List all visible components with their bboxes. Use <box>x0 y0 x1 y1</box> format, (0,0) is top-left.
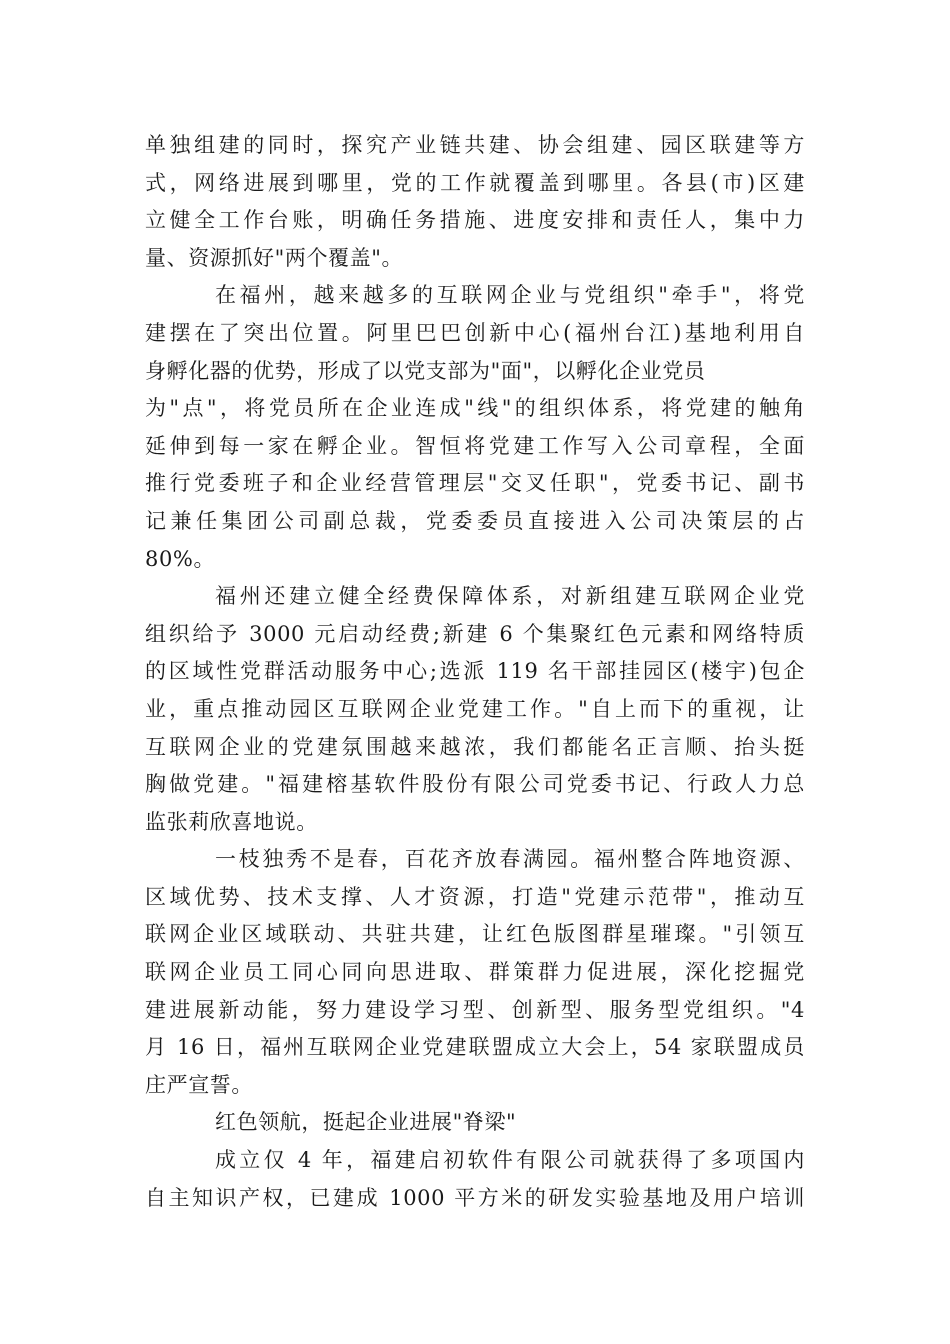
paragraph-4 <box>145 841 805 1104</box>
text-line: 式，网络进展到哪里，党的工作就覆盖到哪里。各县(市)区建 <box>145 170 805 195</box>
text-line: 成立仅 4 年，福建启初软件有限公司就获得了多项国内 <box>215 1148 805 1173</box>
text-line: 组织给予 3000 元启动经费;新建 6 个集聚红色元素和网络特质 <box>145 621 805 646</box>
text-line: 单独组建的同时，探究产业链共建、协会组建、园区联建等方 <box>145 133 805 157</box>
paragraph-1 <box>145 127 805 277</box>
text-line: 互联网企业的党建氛围越来越浓，我们都能名正言顺、抬头挺 <box>145 734 805 759</box>
paragraph-2 <box>145 277 805 578</box>
text-line: 建进展新动能，努力建设学习型、创新型、服务型党组织。"4 <box>145 997 805 1022</box>
paragraph-3 <box>145 578 805 841</box>
text-line: 区域优势、技术支撑、人才资源，打造"党建示范带"，推动互 <box>145 884 805 909</box>
text-line: 一枝独秀不是春，百花齐放春满园。福州整合阵地资源、 <box>215 847 805 872</box>
text-line: 在福州，越来越多的互联网企业与党组织"牵手"，将党 <box>215 283 805 308</box>
section-heading-text: 红色领航，挺起企业进展"脊梁" <box>215 1110 517 1135</box>
text-line: 的区域性党群活动服务中心;选派 119 名干部挂园区(楼宇)包企 <box>145 659 805 684</box>
text-line: 庄严宣誓。 <box>145 1072 253 1097</box>
text-line: 福州还建立健全经费保障体系，对新组建互联网企业党 <box>215 584 805 609</box>
section-heading <box>145 1104 805 1142</box>
text-line: 记兼任集团公司副总裁，党委委员直接进入公司决策层的占 <box>145 508 805 533</box>
text-line: 建摆在了突出位置。阿里巴巴创新中心(福州台江)基地利用自 <box>145 320 805 345</box>
text-line: 联网企业员工同心同向思进取、群策群力促进展，深化挖掘党 <box>145 960 805 985</box>
text-line: 80%。 <box>145 546 216 571</box>
text-line: 延伸到每一家在孵企业。智恒将党建工作写入公司章程，全面 <box>145 433 805 458</box>
document-body <box>145 127 805 1217</box>
text-line: 立健全工作台账，明确任务措施、进度安排和责任人，集中力 <box>145 208 805 233</box>
paragraph-5 <box>145 1142 805 1217</box>
text-line: 月 16 日，福州互联网企业党建联盟成立大会上，54 家联盟成员 <box>145 1035 805 1060</box>
text-line: 胸做党建。"福建榕基软件股份有限公司党委书记、行政人力总 <box>145 772 805 797</box>
text-line: 量、资源抓好"两个覆盖"。 <box>145 245 404 270</box>
text-line: 身孵化器的优势，形成了以党支部为"面"，以孵化企业党员 <box>145 358 706 383</box>
text-line: 自主知识产权，已建成 1000 平方米的研发实验基地及用户培训 <box>145 1185 805 1210</box>
text-line: 联网企业区域联动、共驻共建，让红色版图群星璀璨。"引领互 <box>145 922 805 947</box>
text-line: 业，重点推动园区互联网企业党建工作。"自上而下的重视，让 <box>145 696 805 721</box>
text-line: 为"点"，将党员所在企业连成"线"的组织体系，将党建的触角 <box>145 396 805 421</box>
text-line: 监张莉欣喜地说。 <box>145 809 318 834</box>
text-line: 推行党委班子和企业经营管理层"交叉任职"，党委书记、副书 <box>145 471 805 496</box>
